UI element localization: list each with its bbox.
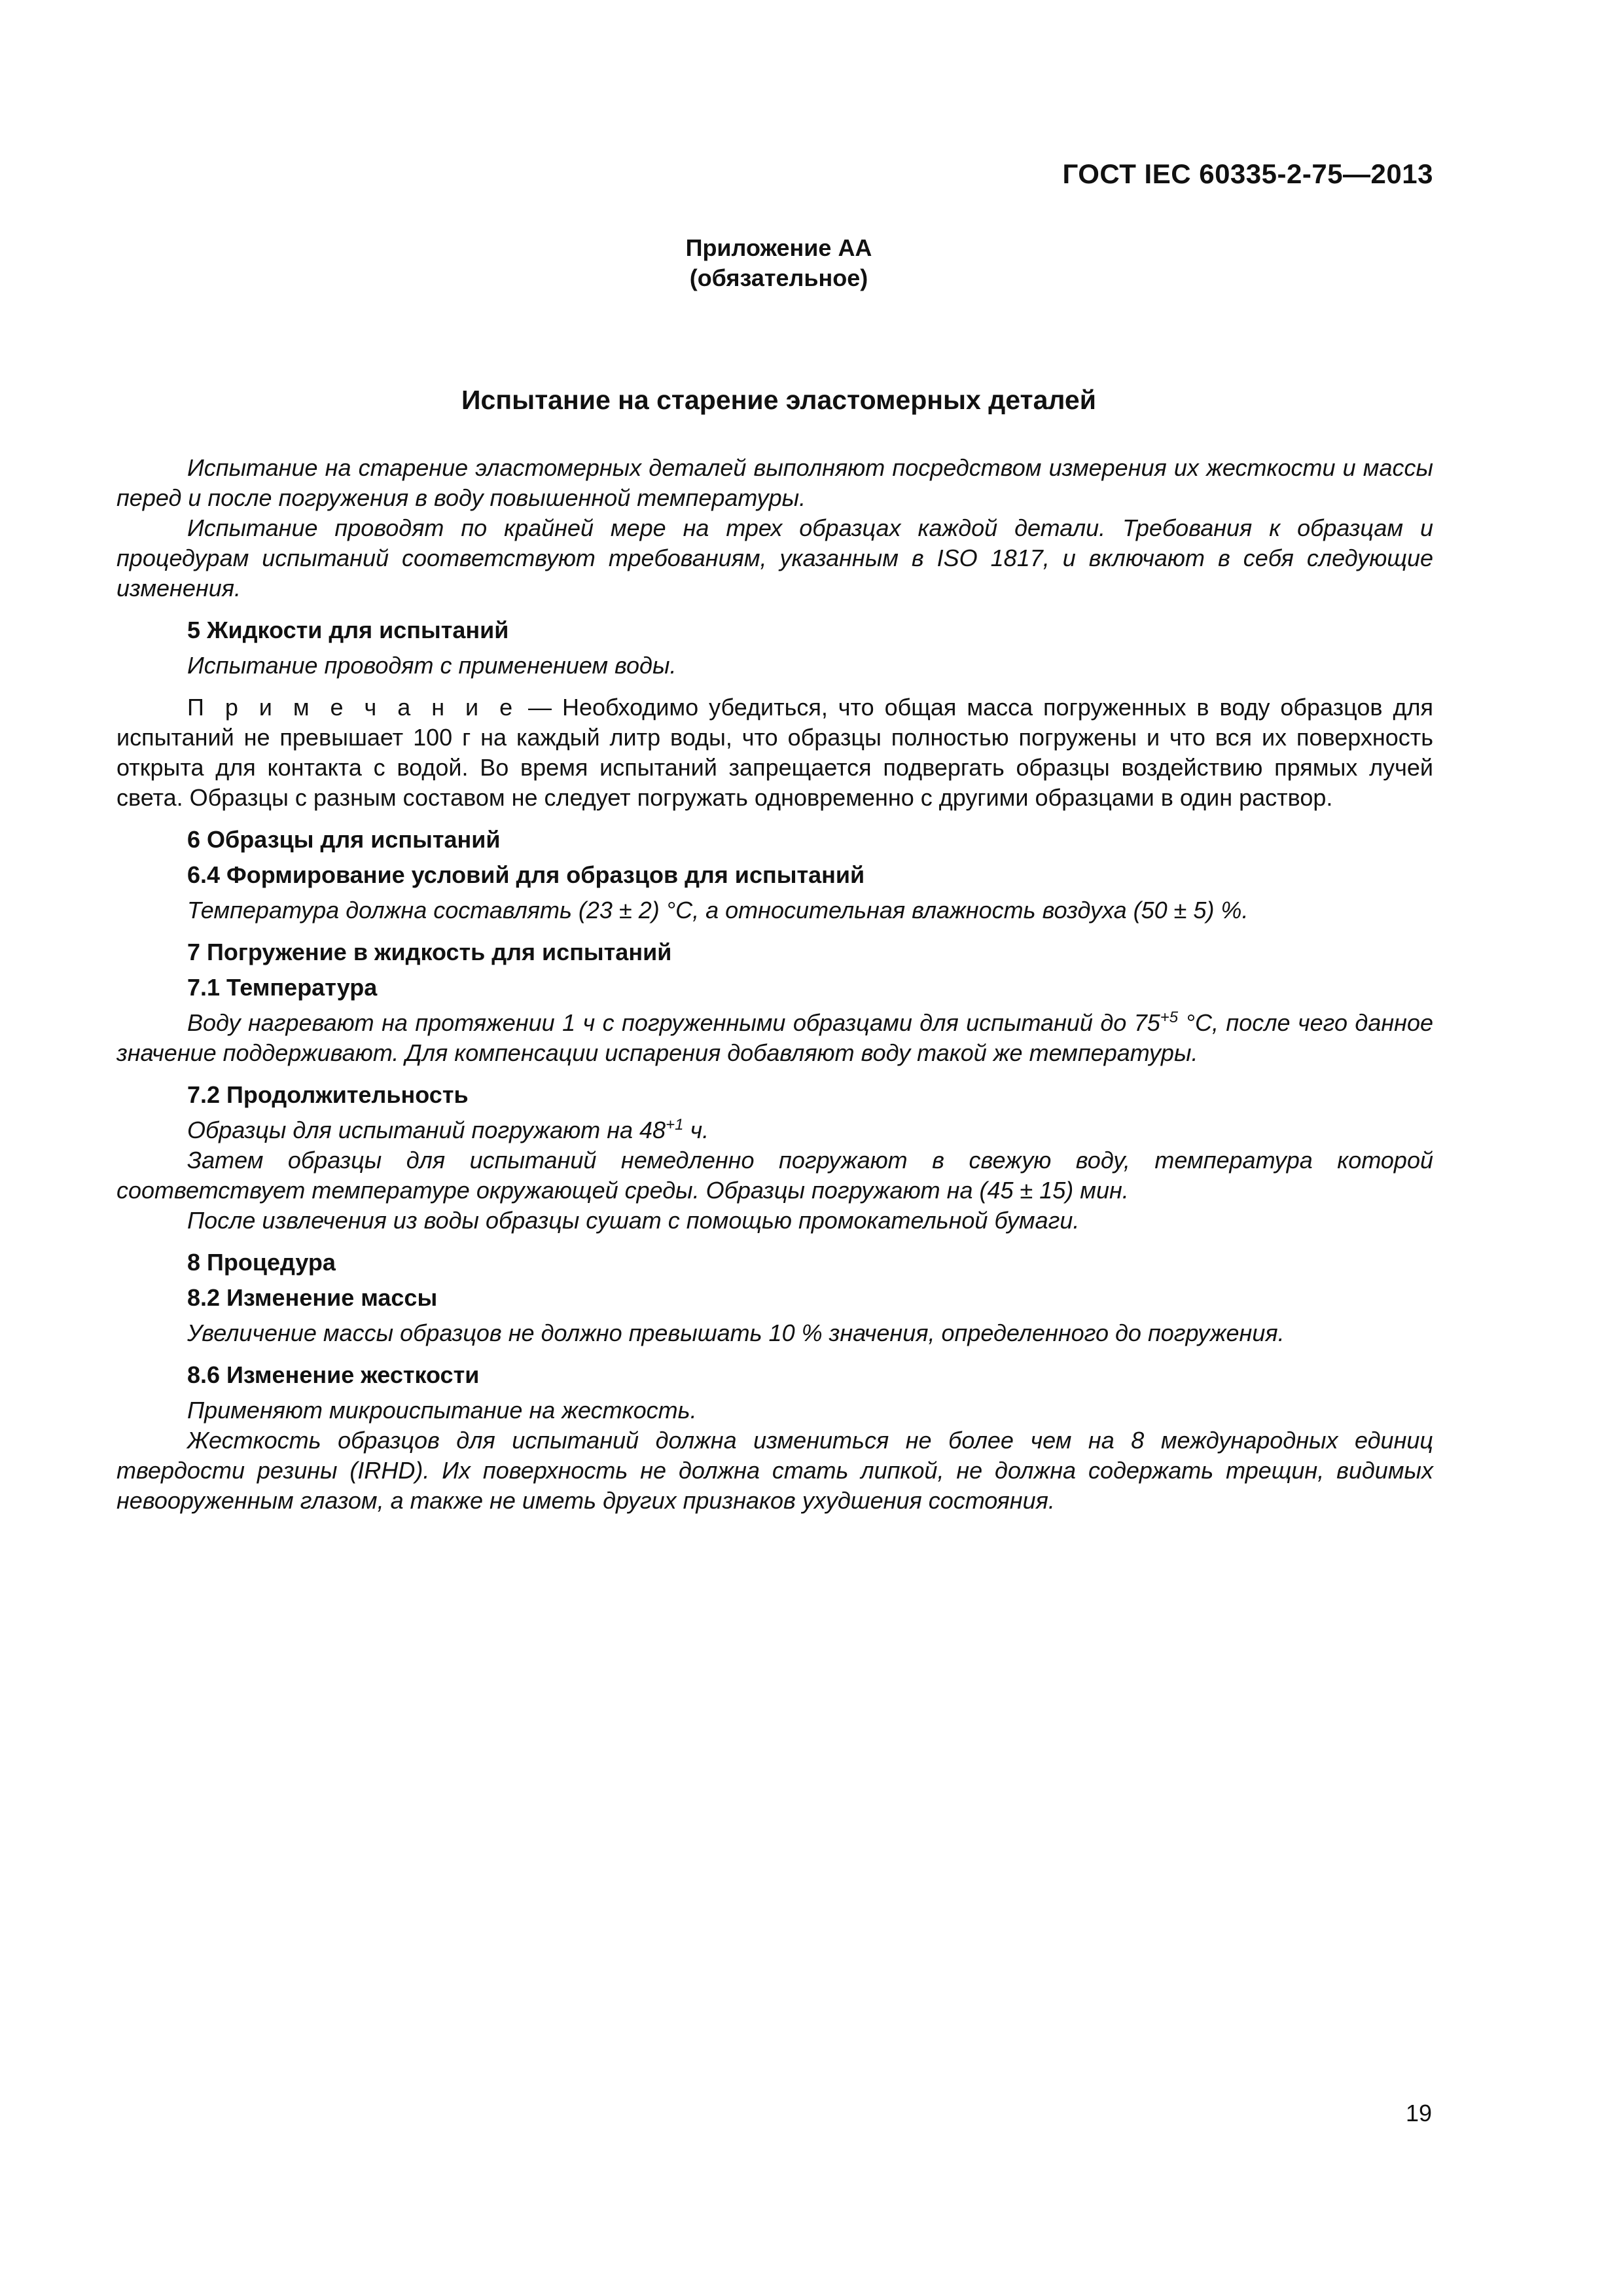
page-number: 19 [1405, 2100, 1432, 2126]
section-5-text: Испытание проводят с применением воды. [187, 652, 677, 679]
section-7-2-text-2: Затем образцы для испытаний немедленно погружают в свежую воду, температура которой соответствует температуре окружающей среды. Образцы погружают на (45 ± 15) мин. [116, 1147, 1433, 1204]
section-8-2-heading: 8.2 Изменение массы [187, 1284, 438, 1311]
section-6-4-text: Температура должна составлять (23 ± 2) °С, а относительная влажность воздуха (50 ± 5) %. [187, 897, 1249, 924]
section-6-4-heading: 6.4 Формирование условий для образцов для испытаний [187, 861, 865, 888]
section-7-2-text-1 [116, 1115, 1433, 1145]
document-code: ГОСТ IEC 60335-2-75—2013 [1062, 158, 1433, 189]
section-5-heading: 5 Жидкости для испытаний [187, 617, 509, 643]
note-label: П р и м е ч а н и е [187, 694, 518, 721]
section-6-heading: 6 Образцы для испытаний [187, 826, 501, 853]
s72-text-b: ч. [683, 1117, 709, 1143]
section-7-1-heading: 7.1 Температура [187, 974, 378, 1001]
document-body [116, 453, 1433, 1516]
s71-text-b: °С, после чего данное значение поддерживают. Для компенсации испарения добавляют воду такой же температуры. [116, 1009, 1434, 1066]
annex-status: (обязательное) [689, 264, 868, 291]
annex-title: Приложение АА [685, 234, 872, 261]
intro-paragraph-1: Испытание на старение эластомерных деталей выполняют посредством измерения их жесткости и массы перед и после погружения в воду повышенной температуры. [116, 454, 1433, 511]
section-7-2-text-3: После извлечения из воды образцы сушат с помощью промокательной бумаги. [187, 1207, 1080, 1234]
s72-superscript: +1 [666, 1116, 684, 1134]
section-8-2-text: Увеличение массы образцов не должно превышать 10 % значения, определенного до погружения. [187, 1319, 1285, 1346]
note-text: — Необходимо убедиться, что общая масса погруженных в воду образцов для испытаний не превышает 100 г на каждый литр воды, что образцы полностью погружены и что вся их поверхность открыта для контакта с водой. Во время испытаний запрещается подвергать образцы воздействию прямых лучей света. Образцы с разным составом не следует погружать одновременно с другими образцами в один раствор. [116, 694, 1433, 811]
intro-paragraph-2: Испытание проводят по крайней мере на трех образцах каждой детали. Требования к образцам и процедурам испытаний соответствуют требованиям, указанным в ISO 1817, и включают в себя следующие изменения. [116, 514, 1433, 601]
section-8-heading: 8 Процедура [187, 1249, 336, 1276]
document-title: Испытание на старение эластомерных деталей [461, 385, 1096, 415]
section-8-6-text-2: Жесткость образцов для испытаний должна измениться не более чем на 8 международных единиц твердости резины (IRHD). Их поверхность не должна стать липкой, не должна содержать трещин, видимых невооруженным глазом, а также не иметь других признаков ухудшения состояния. [116, 1427, 1433, 1514]
section-7-1-text [116, 1008, 1433, 1068]
s71-text-a: Воду нагревают на протяжении 1 ч с погруженными образцами для испытаний до 75 [187, 1009, 1160, 1036]
section-5-note [116, 692, 1433, 813]
section-7-heading: 7 Погружение в жидкость для испытаний [187, 939, 672, 965]
section-8-6-text-1: Применяют микроиспытание на жесткость. [187, 1397, 697, 1424]
s72-text-a: Образцы для испытаний погружают на 48 [187, 1117, 666, 1143]
section-8-6-heading: 8.6 Изменение жесткости [187, 1361, 480, 1388]
s71-superscript: +5 [1160, 1009, 1179, 1026]
section-7-2-heading: 7.2 Продолжительность [187, 1081, 469, 1108]
